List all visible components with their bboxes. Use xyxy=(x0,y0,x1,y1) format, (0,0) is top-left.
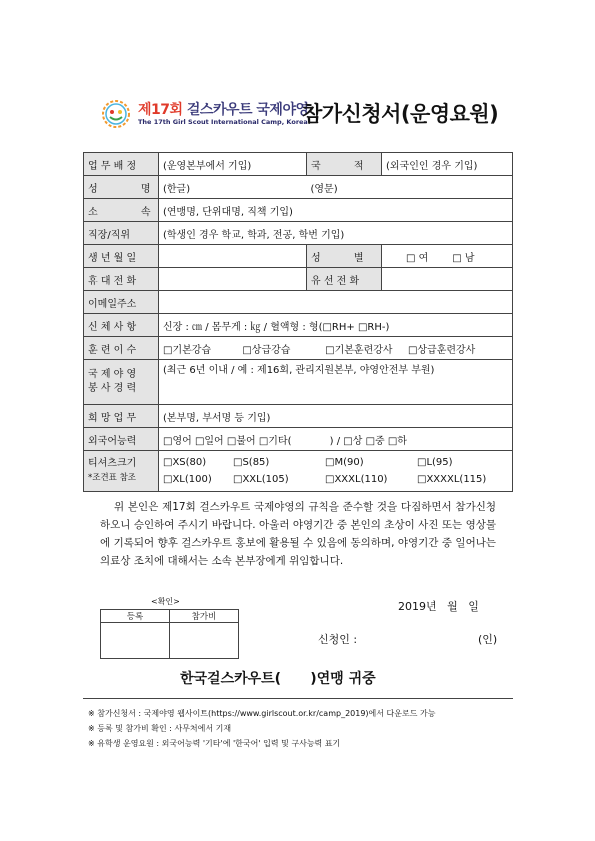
tshirt-size-option[interactable]: □XXXL(110) xyxy=(325,473,388,485)
duty-label: 업 무 배 정 xyxy=(84,153,159,176)
training-label: 훈 련 이 수 xyxy=(84,337,159,360)
consent-statement: 위 본인은 제17회 걸스카우트 국제야영의 규칙을 준수할 것을 다짐하면서 참가신청 하오니 승인하여 주시기 바랍니다. 아울러 야영기간 중 본인의 초상이 사진 또는 영상물에 기록되어 향후 걸스카우트 홍보에 활용될 수 있음에 동의하며, 야영기간 중 일어나는 의료상 조치에 대해서는 소속 본부장에게 위임합니다. xyxy=(100,501,496,567)
confirm-fee-cell[interactable] xyxy=(170,623,239,659)
body-field[interactable]: 신장 : ㎝ / 몸무게 : ㎏ / 혈액형 : 형(□RH+ □RH-) xyxy=(159,314,513,337)
row-affiliation xyxy=(84,199,513,222)
applicant-signature-label: 신청인 : xyxy=(318,633,358,646)
wish-label: 희 망 업 무 xyxy=(84,405,159,428)
note-item: ※ 참가신청서 : 국제야영 웹사이트(https://www.girlscout.or.kr/camp_2019)에서 다운로드 가능 xyxy=(88,709,436,718)
logo-text-english: The 17th Girl Scout International Camp, Korea xyxy=(138,118,308,126)
application-form xyxy=(83,152,513,492)
birth-label: 생 년 월 일 xyxy=(84,245,159,268)
affiliation-field[interactable]: (연맹명, 단위대명, 직책 기입) xyxy=(159,199,513,222)
mobile-field[interactable] xyxy=(159,268,307,291)
body-label: 신 체 사 항 xyxy=(84,314,159,337)
confirm-fee-header: 참가비 xyxy=(170,610,239,623)
birth-field[interactable] xyxy=(159,245,307,268)
confirm-registration-header: 등록 xyxy=(101,610,170,623)
landline-label: 유 선 전 화 xyxy=(307,268,382,291)
name-korean-field[interactable]: (한글) xyxy=(159,176,307,199)
camp-logo xyxy=(100,98,309,132)
service-field[interactable]: (최근 6년 이내 / 예 : 제16회, 관리지원본부, 야영안전부 부원) xyxy=(159,360,513,405)
tshirt-size-option[interactable]: □S(85) xyxy=(233,456,270,468)
service-label: 국 제 야 영 봉 사 경 력 xyxy=(84,360,159,405)
nationality-field[interactable]: (외국인인 경우 기입) xyxy=(382,153,513,176)
notes xyxy=(88,706,435,751)
training-option[interactable]: □기본강습 xyxy=(163,344,212,356)
training-option[interactable]: □기본훈련강사 xyxy=(325,344,393,356)
addressee: 한국걸스카우트( )연맹 귀중 xyxy=(180,671,376,687)
tshirt-size-option[interactable]: □L(95) xyxy=(417,456,453,468)
camp-logo-icon xyxy=(100,98,132,130)
job-field[interactable]: (학생인 경우 학교, 학과, 전공, 학번 기입) xyxy=(159,222,513,245)
mobile-label: 휴 대 전 화 xyxy=(84,268,159,291)
confirm-registration-cell[interactable] xyxy=(101,623,170,659)
gender-female-checkbox[interactable]: □ 여 xyxy=(406,252,429,264)
affiliation-label: 소 속 xyxy=(84,199,159,222)
tshirt-size-option[interactable]: □XXL(105) xyxy=(233,473,289,485)
row-tshirt xyxy=(84,451,513,492)
page-title: 참가신청서(운영요원) xyxy=(302,102,499,126)
tshirt-field[interactable] xyxy=(159,451,513,492)
tshirt-label: 티셔츠크기 *조견표 참조 xyxy=(84,451,159,492)
row-duty xyxy=(84,153,513,176)
row-body xyxy=(84,314,513,337)
row-job xyxy=(84,222,513,245)
gender-male-checkbox[interactable]: □ 남 xyxy=(452,252,475,264)
row-service xyxy=(84,360,513,405)
landline-field[interactable] xyxy=(382,268,513,291)
seal-mark: (인) xyxy=(478,633,498,646)
row-birth xyxy=(84,245,513,268)
gender-label: 성 별 xyxy=(307,245,382,268)
row-name xyxy=(84,176,513,199)
tshirt-size-option[interactable]: □XL(100) xyxy=(163,473,212,485)
row-wish xyxy=(84,405,513,428)
email-label: 이메일주소 xyxy=(84,291,159,314)
tshirt-size-option[interactable]: □XXXXL(115) xyxy=(417,473,487,485)
note-item: ※ 유학생 운영요원 : 외국어능력 '기타'에 '한국어' 입력 및 구사능력 표기 xyxy=(88,739,341,748)
gender-field[interactable] xyxy=(382,245,513,268)
row-training xyxy=(84,337,513,360)
confirm-caption: <확인> xyxy=(151,597,180,606)
row-email xyxy=(84,291,513,314)
note-item: ※ 등록 및 참가비 확인 : 사무처에서 기재 xyxy=(88,724,232,733)
date-line: 2019년 월 일 xyxy=(398,600,479,613)
row-language xyxy=(84,428,513,451)
logo-text-korean: 제17회 걸스카우트 국제야영 xyxy=(138,102,309,118)
language-label: 외국어능력 xyxy=(84,428,159,451)
duty-field[interactable]: (운영본부에서 기입) xyxy=(159,153,307,176)
name-english-field[interactable]: (영문) xyxy=(307,176,513,199)
training-option[interactable]: □상급훈련강사 xyxy=(407,344,476,356)
language-field[interactable]: □영어 □일어 □불어 □기타( ) / □상 □중 □하 xyxy=(159,428,513,451)
tshirt-size-option[interactable]: □M(90) xyxy=(325,456,364,468)
tshirt-size-option[interactable]: □XS(80) xyxy=(163,456,207,468)
training-option[interactable]: □상급강습 xyxy=(242,344,291,356)
confirm-box xyxy=(100,609,239,659)
email-field[interactable] xyxy=(159,291,513,314)
name-label: 성 명 xyxy=(84,176,159,199)
divider xyxy=(83,698,513,699)
row-phone xyxy=(84,268,513,291)
nationality-label: 국 적 xyxy=(307,153,382,176)
training-field[interactable] xyxy=(159,337,513,360)
job-label: 직장/직위 xyxy=(84,222,159,245)
wish-field[interactable]: (본부명, 부서명 등 기입) xyxy=(159,405,513,428)
